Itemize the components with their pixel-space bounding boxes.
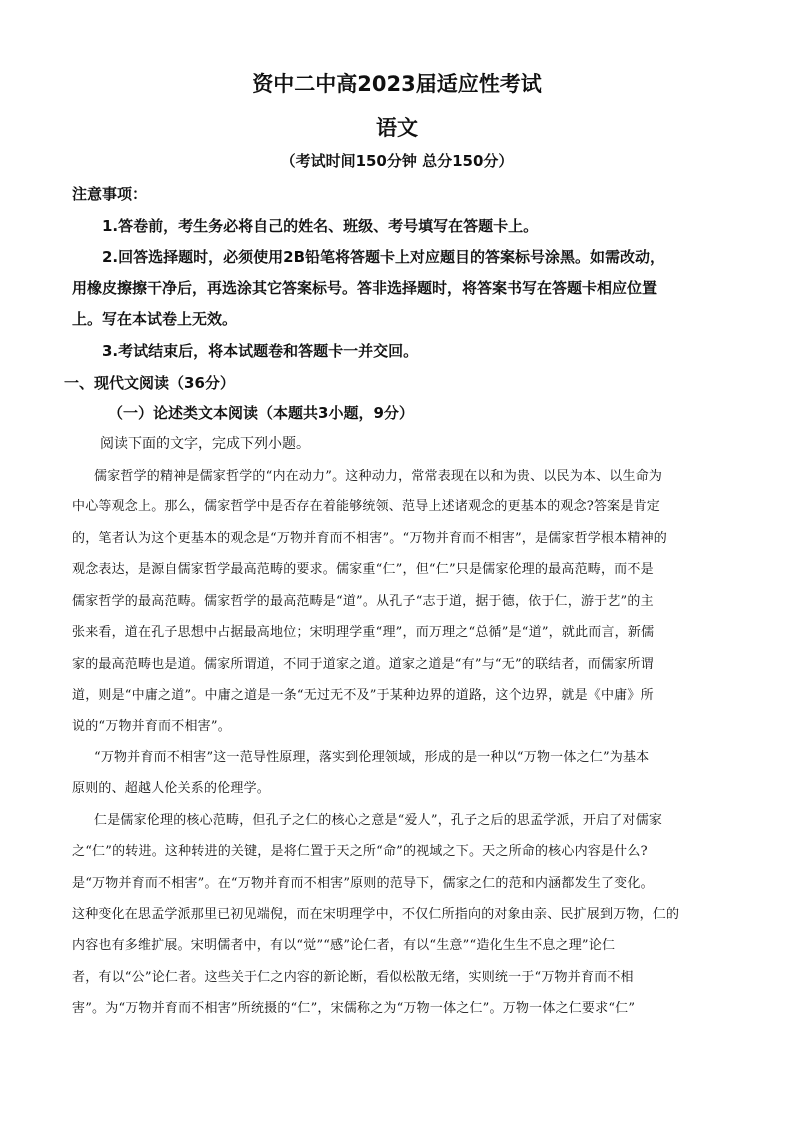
reading-instruction: 阅读下面的文字，完成下列小题。 (100, 436, 310, 452)
notice-line: 3.考试结束后，将本试题卷和答题卡一并交回。 (102, 342, 419, 360)
passage-line: 害”。为“万物并育而不相害”所统摄的“仁”，宋儒称之为“万物一体之仁”。万物一体之仁要求“仁” (72, 1001, 636, 1016)
notice-heading: 注意事项： (72, 185, 148, 203)
subject-title: 语文 (376, 116, 418, 140)
passage-line: “万物并育而不相害”这一范导性原理，落实到伦理领域，形成的是一种以“万物一体之仁”为基本 (94, 750, 650, 765)
passage-line: 者，有以“公”论仁者。这些关于仁之内容的新论断，看似松散无绪，实则统一于“万物并育而不相 (72, 970, 634, 985)
passage-line: 儒家哲学的精神是儒家哲学的“内在动力”。这种动力，常常表现在以和为贵、以民为本、以生命为 (94, 469, 663, 484)
passage-line: 之“仁”的转进。这种转进的关键，是将仁置于天之所“命”的视域之下。天之所命的核心内容是什么? (72, 844, 648, 859)
passage-line: 是“万物并育而不相害”。在“万物并育而不相害”原则的范导下，儒家之仁的范和内涵都发生了变化。 (72, 876, 654, 891)
passage-line: 内容也有多维扩展。宋明儒者中，有以“觉”“感”论仁者，有以“生意”“造化生生不息之理”论仁 (72, 938, 616, 953)
passage-line: 仁是儒家伦理的核心范畴，但孔子之仁的核心之意是“爱人”，孔子之后的思孟学派，开启了对儒家 (94, 813, 663, 828)
notice-line: 1.答卷前，考生务必将自己的姓名、班级、考号填写在答题卡上。 (102, 217, 539, 235)
notice-line: 上。写在本试卷上无效。 (72, 310, 238, 328)
notice-line: 用橡皮擦擦干净后，再选涂其它答案标号。答非选择题时，将答案书写在答题卡相应位置 (72, 279, 658, 297)
passage-line: 的，笔者认为这个更基本的观念是“万物并育而不相害”。“万物并育而不相害”，是儒家哲学根本精神的 (72, 531, 667, 546)
passage-line: 张来看，道在孔子思想中占据最高地位；宋明理学重“理”，而万理之“总循”是“道”，就此而言，新儒 (72, 625, 655, 640)
exam-title: 资中二中高2023届适应性考试 (252, 72, 542, 96)
passage-line: 儒家哲学的最高范畴。儒家哲学的最高范畴是“道”。从孔子“志于道，据于德，依于仁，游于艺”的主 (72, 594, 654, 609)
passage-line: 家的最高范畴也是道。儒家所谓道，不同于道家之道。道家之道是“有”与“无”的联结者，而儒家所谓 (72, 657, 654, 672)
section-subheading: （一）论述类文本阅读（本题共3小题，9分） (108, 404, 414, 422)
passage-line: 道，则是“中庸之道”。中庸之道是一条“无过无不及”于某种边界的道路，这个边界，就是《中庸》所 (72, 688, 654, 703)
passage-line: 中心等观念上。那么，儒家哲学中是否存在着能够统领、范导上述诸观念的更基本的观念?答案是肯定 (72, 499, 660, 514)
passage-line: 原则的、超越人伦关系的伦理学。 (72, 781, 271, 796)
passage-line: 这种变化在思孟学派那里已初见端倪，而在宋明理学中，不仅仁所指向的对象由亲、民扩展到万物，仁的 (72, 907, 680, 922)
notice-line: 2.回答选择题时，必须使用2B铅笔将答题卡上对应题目的答案标号涂黑。如需改动， (102, 248, 666, 266)
passage-line: 观念表达，是源自儒家哲学最高范畴的要求。儒家重“仁”，但“仁”只是儒家伦理的最高范畴，而不是 (72, 562, 654, 577)
exam-info: （考试时间150分钟 总分150分） (280, 152, 514, 170)
section-heading: 一、现代文阅读（36分） (64, 374, 235, 392)
passage-line: 说的“万物并育而不相害”。 (72, 719, 231, 734)
